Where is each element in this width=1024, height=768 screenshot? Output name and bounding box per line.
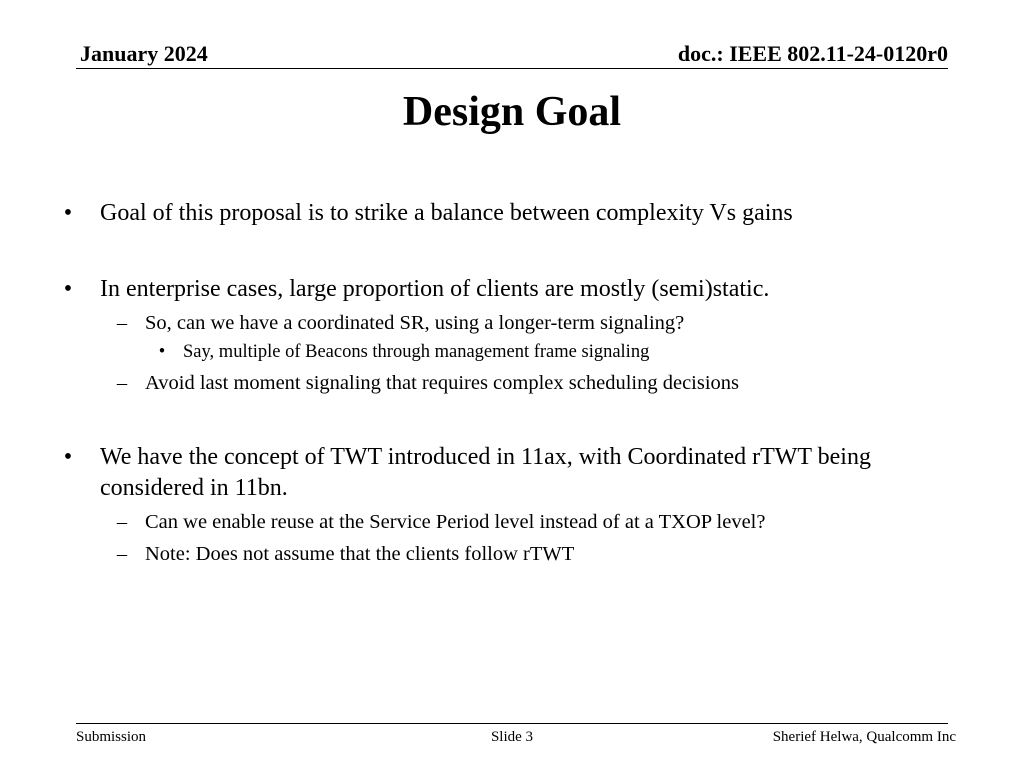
bullet-marker: • bbox=[63, 276, 73, 302]
bullet-text: We have the concept of TWT introduced in 11ax, with Coordinated rTWT being considered in 11bn. bbox=[100, 444, 871, 501]
sub-sub-bullet-item bbox=[58, 339, 958, 365]
footer-submission: Submission bbox=[76, 729, 147, 745]
sub-bullet-item bbox=[58, 369, 958, 397]
sub-bullet-marker: – bbox=[116, 511, 128, 533]
header-date: January 2024 bbox=[80, 41, 208, 66]
sub-bullet-marker: – bbox=[116, 543, 128, 565]
sub-sub-bullet-text: Say, multiple of Beacons through management frame signaling bbox=[183, 342, 650, 362]
bullet-text: In enterprise cases, large proportion of clients are mostly (semi)static. bbox=[100, 276, 770, 302]
spacer bbox=[58, 229, 958, 274]
footer-author: Sherief Helwa, Qualcomm Inc bbox=[772, 729, 956, 745]
bullet-marker: • bbox=[63, 444, 73, 470]
header-doc-id: doc.: IEEE 802.11-24-0120r0 bbox=[677, 41, 948, 66]
footer-divider bbox=[76, 723, 948, 724]
slide-title: Design Goal bbox=[402, 89, 622, 135]
sub-bullet-marker: – bbox=[116, 372, 128, 394]
sub-bullet-marker: – bbox=[116, 312, 128, 334]
sub-bullet-text: So, can we have a coordinated SR, using a longer-term signaling? bbox=[145, 312, 685, 334]
sub-bullet-item bbox=[58, 540, 958, 568]
bullet-list bbox=[58, 198, 958, 568]
sub-bullet-item bbox=[58, 508, 958, 536]
sub-bullet-text: Avoid last moment signaling that requires complex scheduling decisions bbox=[145, 372, 740, 394]
footer-slide-number: Slide 3 bbox=[490, 729, 534, 745]
sub-bullet-text: Note: Does not assume that the clients follow rTWT bbox=[145, 543, 575, 565]
bullet-item bbox=[58, 198, 958, 229]
header-divider bbox=[76, 68, 948, 69]
bullet-item bbox=[58, 274, 958, 305]
sub-bullet-item bbox=[58, 309, 958, 337]
bullet-marker: • bbox=[63, 200, 73, 226]
bullet-item bbox=[58, 442, 920, 504]
sub-bullet-text: Can we enable reuse at the Service Period level instead of at a TXOP level? bbox=[145, 511, 766, 533]
spacer bbox=[58, 397, 958, 442]
sub-sub-bullet-marker: • bbox=[158, 342, 166, 362]
bullet-text: Goal of this proposal is to strike a balance between complexity Vs gains bbox=[100, 200, 793, 226]
